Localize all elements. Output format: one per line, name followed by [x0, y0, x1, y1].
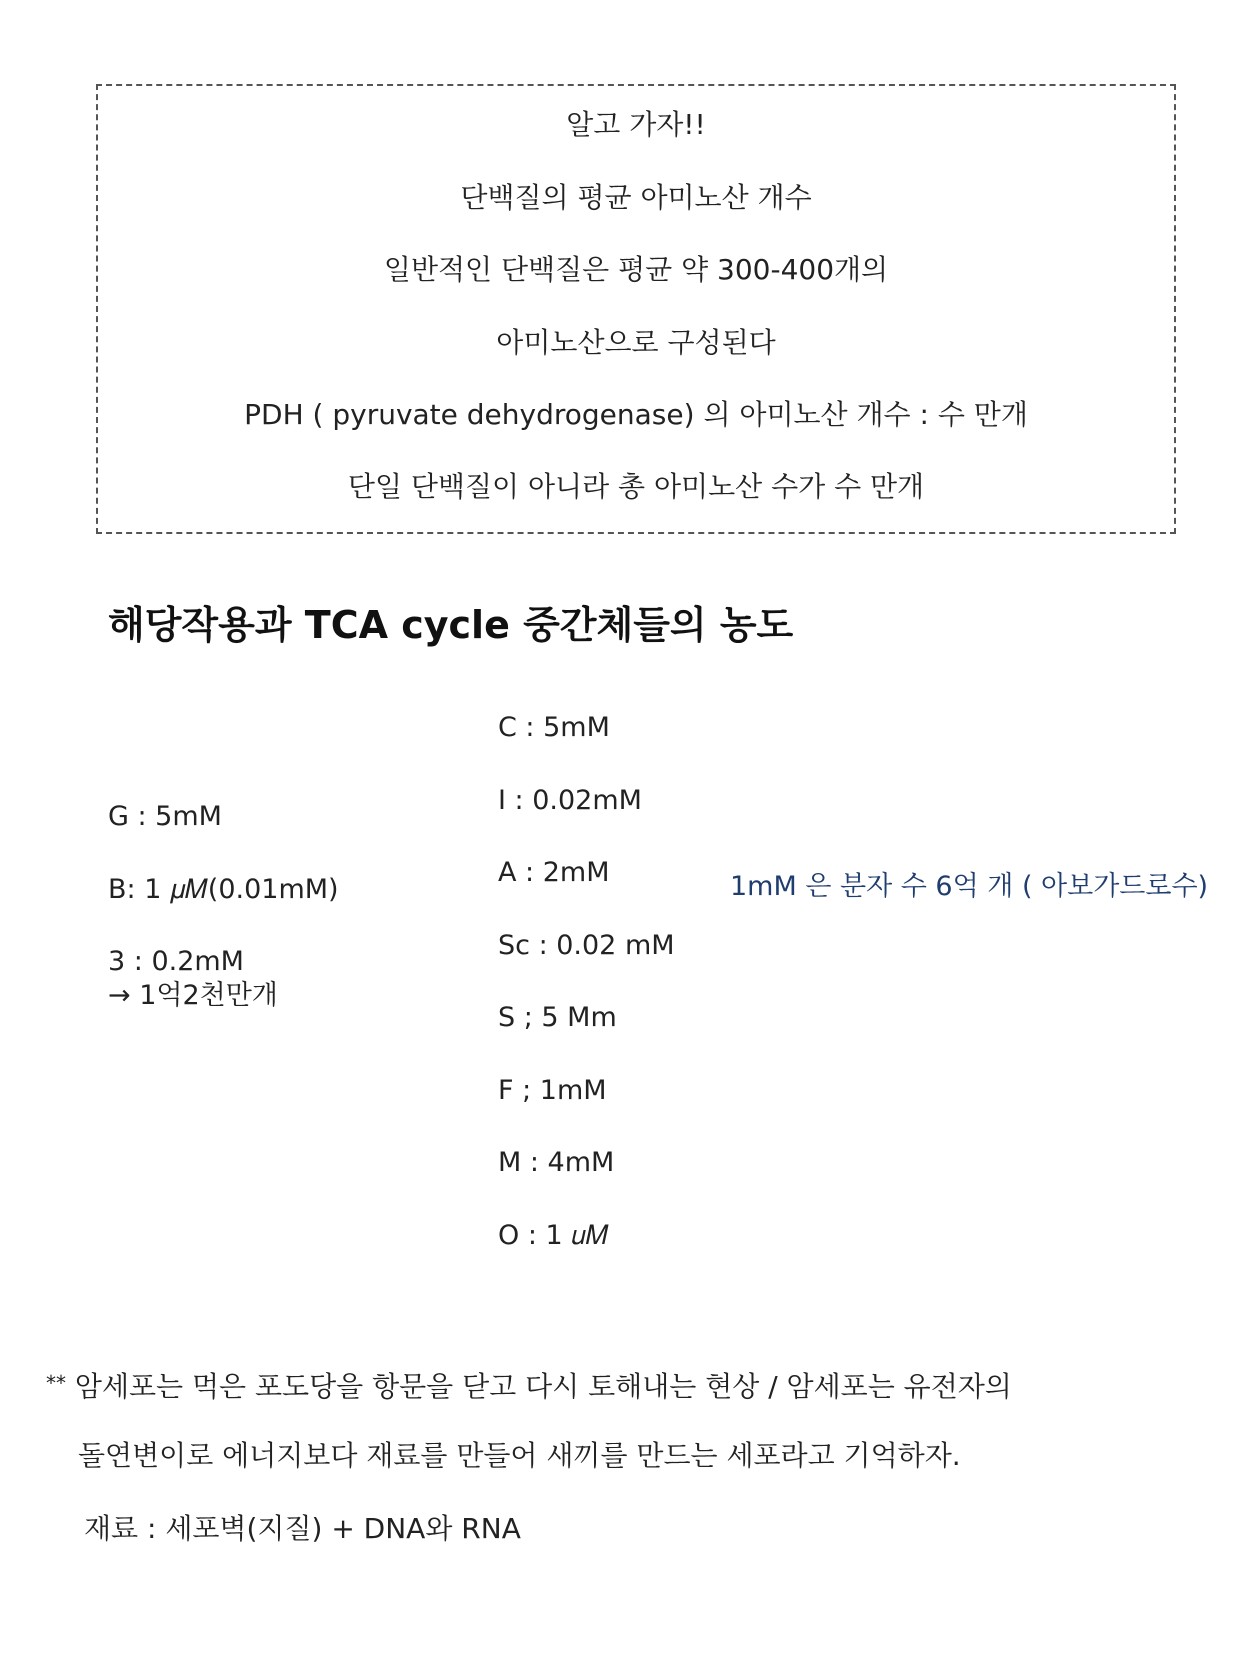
cancer-note-text-1: 암세포는 먹은 포도당을 항문을 닫고 다시 토해내는 현상 / 암세포는 유전자의 — [74, 1370, 1012, 1403]
glucose-concentration: G : 5mM — [108, 801, 222, 832]
notice-line: 일반적인 단백질은 평균 약 300-400개의 — [383, 253, 889, 286]
notice-line: 단일 단백질이 아니라 총 아미노산 수가 수 만개 — [347, 470, 925, 503]
tca-item-c: C : 5mM — [498, 712, 610, 743]
three-molecule-count: → 1억2천만개 — [108, 980, 278, 1011]
avogadro-note: 1mM 은 분자 수 6억 개 ( 아보가드로수) — [730, 871, 1209, 902]
notice-line: 아미노산으로 구성된다 — [496, 326, 776, 359]
tca-item-f: F ; 1mM — [498, 1075, 607, 1106]
notice-line: PDH ( pyruvate dehydrogenase) 의 아미노산 개수 : 수 만개 — [244, 398, 1028, 431]
notice-line: 단백질의 평균 아미노산 개수 — [460, 181, 812, 214]
tca-item-o: O : 1 𝑢𝑀 — [498, 1220, 609, 1251]
notice-box — [96, 84, 1176, 534]
asterisk-marker: ** — [46, 1371, 66, 1395]
three-concentration: 3 : 0.2mM — [108, 946, 244, 977]
materials-note: 재료 : 세포벽(지질) + DNA와 RNA — [84, 1512, 521, 1545]
tca-item-m: M : 4mM — [498, 1147, 615, 1178]
section-title: 해당작용과 TCA cycle 중간체들의 농도 — [108, 603, 794, 647]
notice-heading: 알고 가자!! — [566, 108, 706, 141]
b-concentration: B: 1 𝜇𝑀(0.01mM) — [108, 874, 339, 905]
tca-item-a: A : 2mM — [498, 857, 610, 888]
cancer-note-line-1 — [46, 1366, 1012, 1404]
tca-item-i: I : 0.02mM — [498, 785, 642, 816]
tca-item-sc: Sc : 0.02 mM — [498, 930, 675, 961]
cancer-note-line-2: 돌연변이로 에너지보다 재료를 만들어 새끼를 만드는 세포라고 기억하자. — [78, 1439, 961, 1472]
tca-item-s: S ; 5 Mm — [498, 1002, 617, 1033]
